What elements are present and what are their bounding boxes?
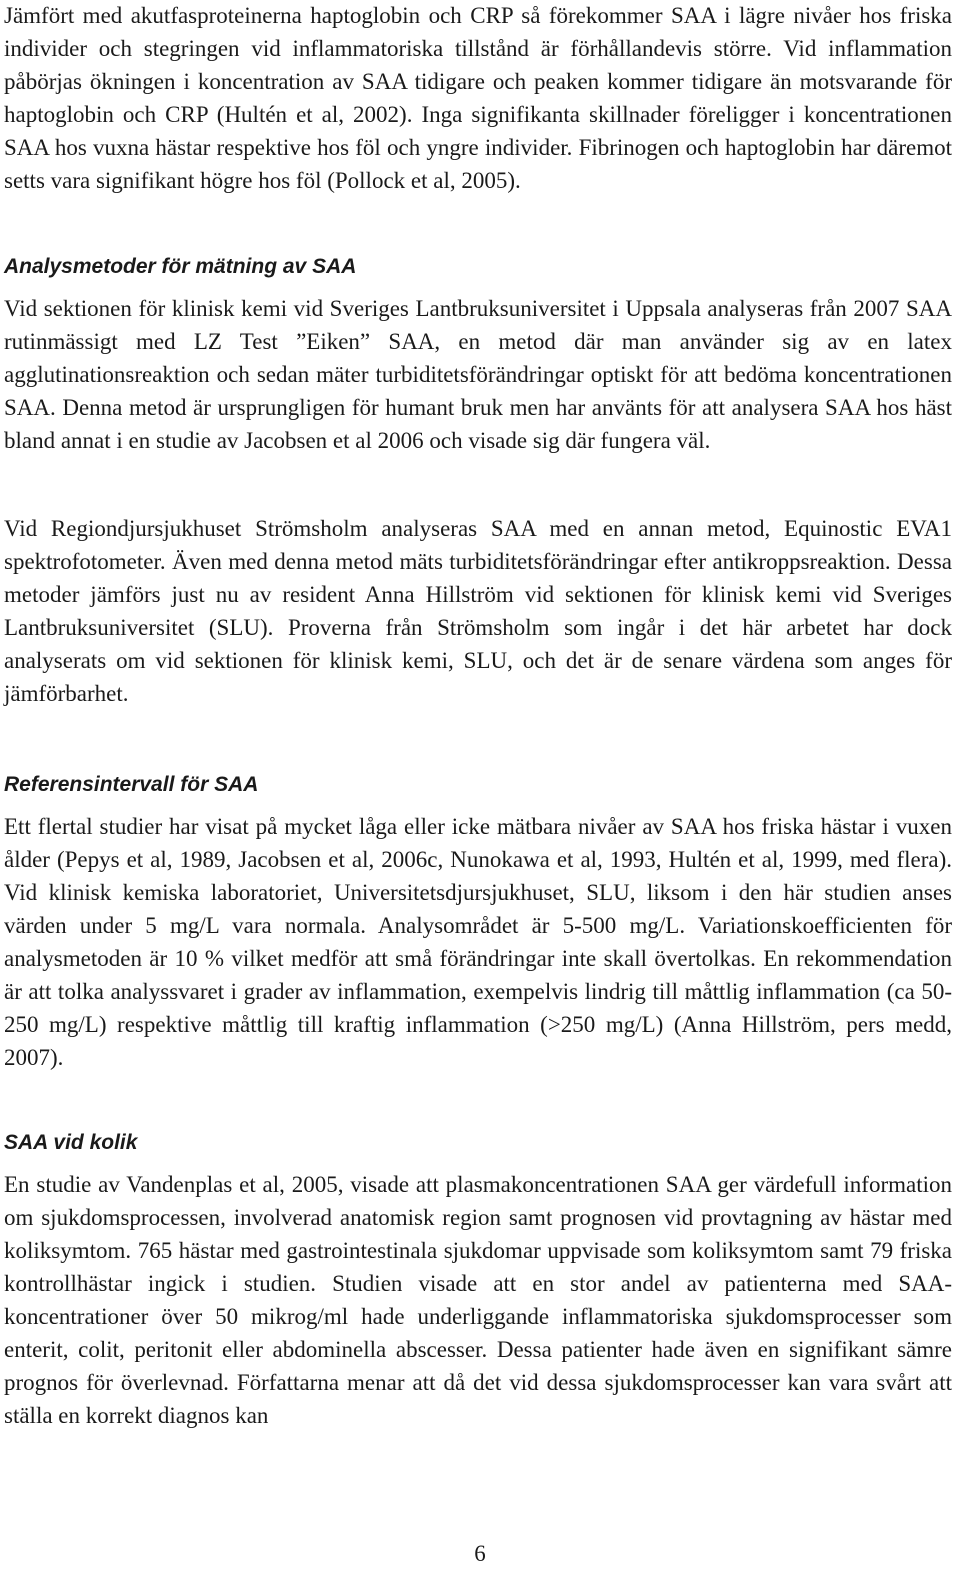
analysmetoder-paragraph-1: Vid sektionen för klinisk kemi vid Sveriges Lantbruksuniversitet i Uppsala analyseras från 2007 SAA rutinmässigt med LZ Test ”Eiken” SAA, en metod där man använder sig av en latex agglutinationsreaktion och sedan mäter turbiditetsförändringar optiskt för att bedöma koncentrationen SAA. Denna metod är ursprungligen för humant bruk men har använts för att analysera SAA hos häst bland annat i en studie av Jacobsen et al 2006 och visade sig där fungera väl. xyxy=(4,296,952,453)
kolik-paragraph: En studie av Vandenplas et al, 2005, visade att plasmakoncentrationen SAA ger värdefull information om sjukdomsprocessen, involverad anatomisk region samt prognosen vid provtagning av hästar med koliksymtom. 765 hästar med gastrointestinala sjukdomar uppvisade som koliksymtom samt 79 friska kontrollhästar ingick i studien. Studien visade att en stor andel av patienterna med SAA-koncentrationer över 50 mikrog/ml hade underliggande inflammatoriska sjukdomsprocesser som enterit, colit, peritonit eller abdominella abscesser. Dessa patienter hade även en signifikant sämre prognos för överlevnad. Författarna menar att då det vid dessa sjukdomsprocesser kan vara svårt att ställa en korrekt diagnos kan xyxy=(4,1172,952,1428)
intro-paragraph: Jämfört med akutfasproteinerna haptoglobin och CRP så förekommer SAA i lägre nivåer hos friska individer och stegringen vid inflammatoriska tillstånd är förhållandevis större. Vid inflammation påbörjas ökningen i koncentration av SAA tidigare och peaken kommer tidigare än motsvarande för haptoglobin och CRP (Hultén et al, 2002). Inga signifikanta skillnader föreligger i koncentrationen SAA hos vuxna hästar respektive hos föl och yngre individer. Fibrinogen och haptoglobin har däremot setts vara signifikant högre hos föl (Pollock et al, 2005). xyxy=(4,3,952,193)
referensintervall-paragraph: Ett flertal studier har visat på mycket låga eller icke mätbara nivåer av SAA hos friska hästar i vuxen ålder (Pepys et al, 1989, Jacobsen et al, 2006c, Nunokawa et al, 1993, Hultén et al, 1999, med flera). Vid klinisk kemiska laboratoriet, Universitetsdjursjukhuset, SLU, liksom i den här studien anses värden under 5 mg/L vara normala. Analysområdet är 5-500 mg/L. Variationskoefficienten för analysmetoden är 10 % vilket medför att små förändringar inte skall övertolkas. En rekommendation är att tolka analyssvaret i grader av inflammation, exempelvis lindrig till måttlig inflammation (ca 50-250 mg/L) respektive måttlig till kraftig inflammation (>250 mg/L) (Anna Hillström, pers medd, 2007). xyxy=(4,814,952,1070)
heading-saa-vid-kolik: SAA vid kolik xyxy=(4,1131,138,1154)
analysmetoder-paragraph-2: Vid Regiondjursjukhuset Strömsholm analyseras SAA med en annan metod, Equinostic EVA1 spektrofotometer. Även med denna metod mäts turbiditetsförändringar efter antikroppsreaktion. Dessa metoder jämförs just nu av resident Anna Hillström vid sektionen för klinisk kemi vid Sveriges Lantbruksuniversitet (SLU). Proverna från Strömsholm som ingår i det här arbetet har dock analyserats om vid sektionen för klinisk kemi, SLU, och det är de senare värdena som anges för jämförbarhet. xyxy=(4,516,952,706)
page-number: 6 xyxy=(474,1541,486,1566)
heading-analysmetoder: Analysmetoder för mätning av SAA xyxy=(4,255,357,278)
heading-referensintervall: Referensintervall för SAA xyxy=(4,773,259,796)
